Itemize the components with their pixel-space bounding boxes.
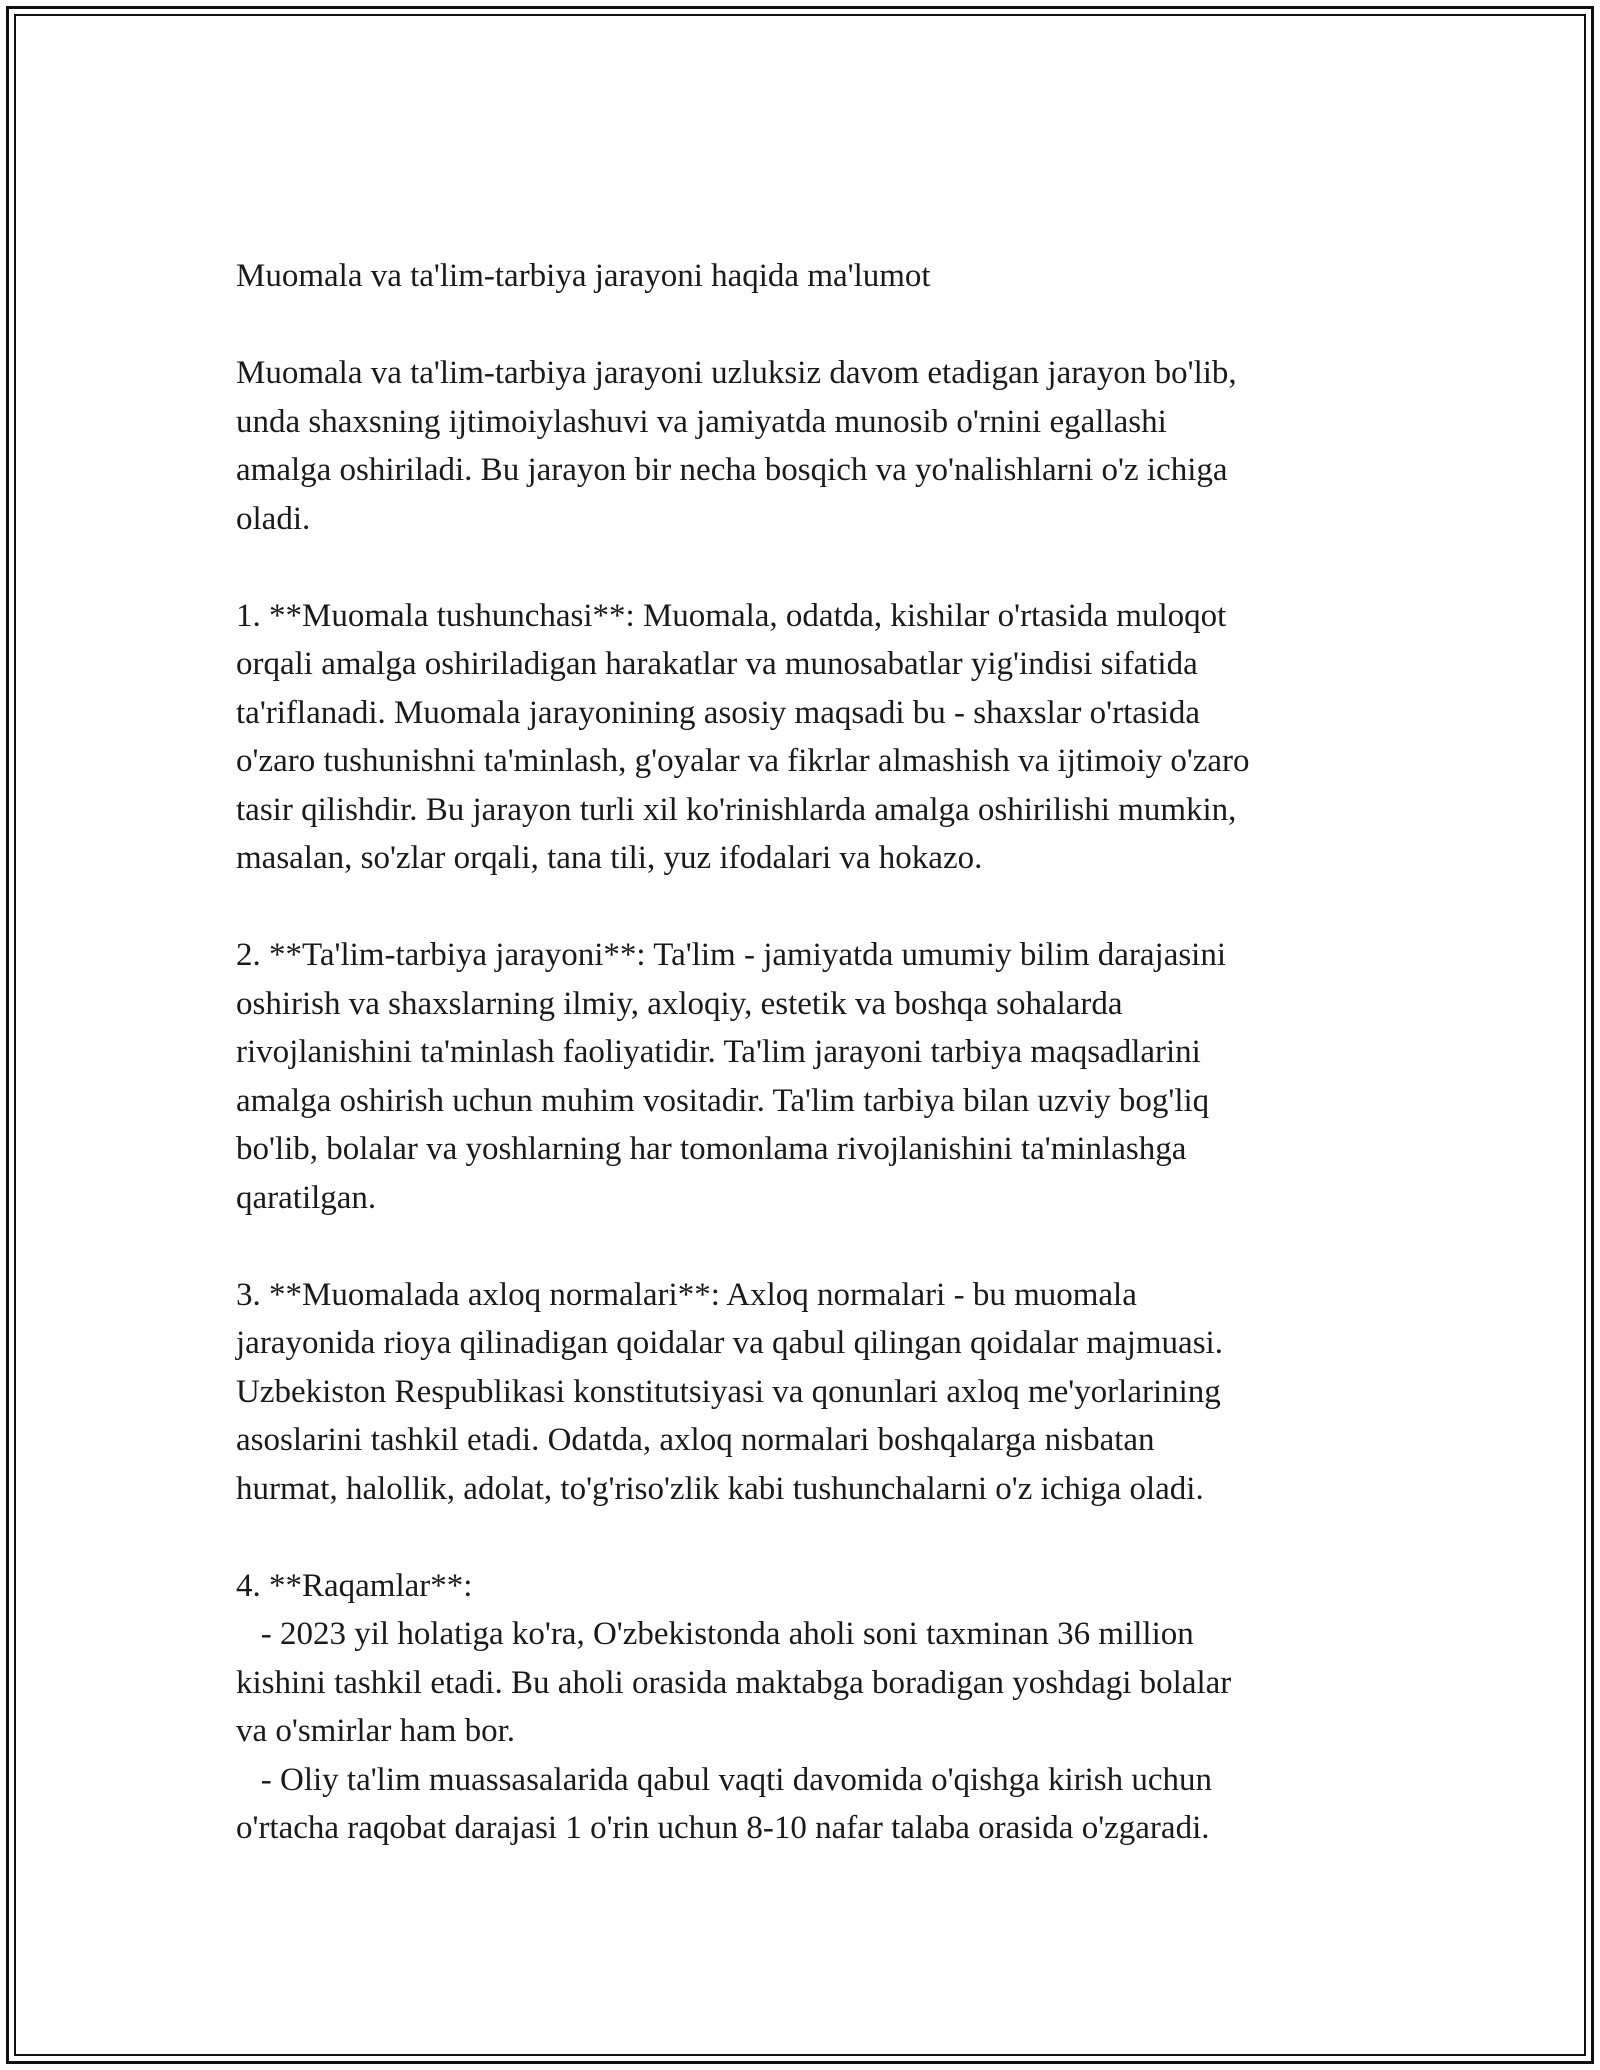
text-line: 3. **Muomalada axloq normalari**: Axloq normalari - bu muomala	[236, 1276, 1137, 1313]
blank-line	[236, 883, 1386, 932]
text-line: bo'lib, bolalar va yoshlarning har tomonlama rivojlanishini ta'minlashga	[236, 1131, 1187, 1167]
blank-line	[236, 301, 1386, 350]
section-talim-tarbiya	[236, 931, 1386, 1222]
text-line: - 2023 yil holatiga ko'ra, O'zbekistonda aholi soni taxminan 36 million	[236, 1616, 1194, 1652]
text-line: oshirish va shaxslarning ilmiy, axloqiy, estetik va boshqa sohalarda	[236, 985, 1123, 1022]
blank-line	[236, 1513, 1386, 1562]
text-line: va o'smirlar ham bor.	[236, 1713, 516, 1749]
text-line: hurmat, halollik, adolat, to'g'riso'zlik kabi tushunchalarni o'z ichiga oladi.	[236, 1470, 1204, 1507]
text-line: amalga oshiriladi. Bu jarayon bir necha bosqich va yo'nalishlarni o'z ichiga	[236, 452, 1228, 488]
text-line: qaratilgan.	[236, 1179, 377, 1216]
intro-paragraph	[236, 349, 1386, 543]
text-line: o'rtacha raqobat darajasi 1 o'rin uchun 8-10 nafar talaba orasida o'zgaradi.	[236, 1810, 1210, 1846]
text-line: asoslarini tashkil etadi. Odatda, axloq normalari boshqalarga nisbatan	[236, 1422, 1155, 1458]
blank-line	[236, 543, 1386, 592]
text-line: oladi.	[236, 500, 311, 537]
text-line: ta'riflanadi. Muomala jarayonining asosiy maqsadi bu - shaxslar o'rtasida	[236, 694, 1201, 731]
text-line: tasir qilishdir. Bu jarayon turli xil ko'rinishlarda amalga oshirilishi mumkin,	[236, 791, 1237, 828]
text-line: rivojlanishini ta'minlash faoliyatidir. Ta'lim jarayoni tarbiya maqsadlarini	[236, 1034, 1201, 1070]
section-muomala-tushunchasi	[236, 592, 1386, 883]
text-line: orqali amalga oshiriladigan harakatlar va munosabatlar yig'indisi sifatida	[236, 646, 1198, 682]
document-title: Muomala va ta'lim-tarbiya jarayoni haqida ma'lumot	[236, 258, 931, 294]
text-line: Uzbekiston Respublikasi konstitutsiyasi va qonunlari axloq me'yorlarining	[236, 1373, 1221, 1410]
section-axloq-normalari	[236, 1271, 1386, 1514]
text-line: 1. **Muomala tushunchasi**: Muomala, odatda, kishilar o'rtasida muloqot	[236, 597, 1227, 634]
text-line: jarayonida rioya qilinadigan qoidalar va qabul qilingan qoidalar majmuasi.	[236, 1325, 1223, 1361]
section-raqamlar	[236, 1562, 1386, 1853]
text-line: amalga oshirish uchun muhim vositadir. Ta'lim tarbiya bilan uzviy bog'liq	[236, 1082, 1210, 1119]
text-line: 4. **Raqamlar**:	[236, 1567, 473, 1604]
text-line: - Oliy ta'lim muassasalarida qabul vaqti davomida o'qishga kirish uchun	[236, 1761, 1213, 1798]
blank-line	[236, 1222, 1386, 1271]
text-line: unda shaxsning ijtimoiylashuvi va jamiyatda munosib o'rnini egallashi	[236, 403, 1167, 440]
text-line: 2. **Ta'lim-tarbiya jarayoni**: Ta'lim - jamiyatda umumiy bilim darajasini	[236, 937, 1227, 973]
document-body	[236, 252, 1386, 1853]
text-line: Muomala va ta'lim-tarbiya jarayoni uzluksiz davom etadigan jarayon bo'lib,	[236, 355, 1237, 391]
text-line: o'zaro tushunishni ta'minlash, g'oyalar va fikrlar almashish va ijtimoiy o'zaro	[236, 743, 1250, 779]
text-line: kishini tashkil etadi. Bu aholi orasida maktabga boradigan yoshdagi bolalar	[236, 1664, 1232, 1701]
text-line: masalan, so'zlar orqali, tana tili, yuz ifodalari va hokazo.	[236, 840, 983, 876]
